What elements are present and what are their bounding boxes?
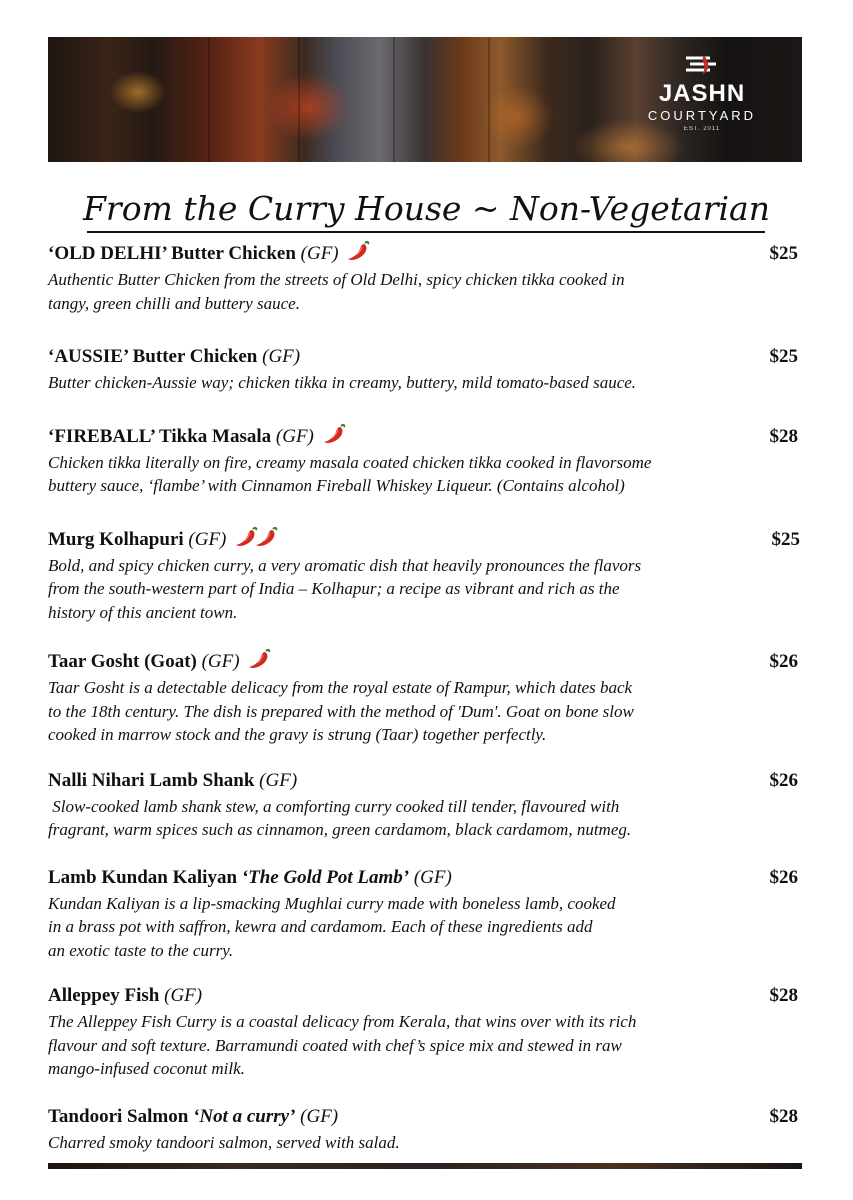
logo-name: JASHN [658, 80, 746, 107]
item-price: $28 [769, 425, 798, 447]
item-name: ‘AUSSIE’ Butter Chicken [48, 346, 258, 367]
item-name: Lamb Kundan Kaliyan [48, 866, 238, 888]
item-description [48, 795, 800, 842]
item-price: $25 [771, 528, 800, 550]
item-description [48, 676, 800, 747]
item-name: Tandoori Salmon [48, 1105, 189, 1127]
item-name: Taar Gosht (Goat) [48, 651, 197, 672]
item-description [48, 371, 800, 395]
item-description-line: Taar Gosht is a detectable delicacy from the royal estate of Rampur, which dates back [48, 678, 633, 697]
item-diet-tag: (GF) [188, 528, 227, 550]
restaurant-logo [632, 53, 772, 133]
item-description-line: to the 18th century. The dish is prepared with the method of 'Dum'. Goat on bone slow [48, 701, 634, 721]
item-description-line: mango-infused coconut milk. [48, 1059, 245, 1078]
menu-section-title: From the Curry House ~ Non-Vegetarian [83, 189, 770, 228]
item-description-line: an exotic taste to the curry. [48, 940, 234, 960]
item-price: $25 [769, 346, 798, 367]
menu-item [48, 767, 800, 842]
menu-item [48, 1103, 800, 1155]
menu-item-header [48, 864, 800, 892]
item-price: $25 [769, 243, 798, 264]
menu-item-header [48, 240, 800, 268]
menu-item [48, 982, 800, 1081]
item-name: ‘FIREBALL’ Tikka Masala [48, 425, 272, 447]
item-diet-tag: (GF) [262, 346, 301, 367]
item-description [48, 268, 800, 315]
banner-panel-divider [393, 37, 395, 162]
footer-banner-strip [48, 1163, 802, 1169]
banner-panel-divider [208, 37, 210, 162]
menu-item-header [48, 343, 800, 371]
item-diet-tag: (GF) [201, 651, 240, 672]
menu-item-header [48, 982, 800, 1010]
chili-icon [322, 423, 346, 445]
item-subtitle: ‘Not a curry’ [193, 1105, 296, 1127]
banner-panel-divider [298, 37, 300, 162]
item-name: Nalli Nihari Lamb Shank [48, 769, 255, 791]
flame-logo-icon [682, 53, 722, 77]
menu-item-header [48, 767, 800, 795]
item-description-line: Butter chicken-Aussie way; chicken tikka in creamy, buttery, mild tomato-based sauce. [48, 373, 637, 392]
title-underline [87, 231, 765, 233]
menu-item [48, 423, 800, 498]
item-description-line: cooked in marrow stock and the gravy is strung (Taar) together perfectly. [48, 725, 547, 744]
item-name: Alleppey Fish [48, 985, 160, 1006]
item-description-line: in a brass pot with saffron, kewra and cardamom. Each of these ingredients add [48, 917, 593, 936]
item-description-line: fragrant, warm spices such as cinnamon, green cardamom, black cardamom, nutmeg. [48, 820, 632, 839]
item-subtitle: ‘The Gold Pot Lamb’ [241, 866, 410, 888]
item-description [48, 554, 800, 625]
item-description [48, 451, 800, 498]
item-description [48, 892, 800, 963]
menu-item [48, 526, 800, 625]
item-description-line: Slow-cooked lamb shank stew, a comforting curry cooked till tender, flavoured with [48, 796, 620, 816]
item-description-line: Kundan Kaliyan is a lip-smacking Mughlai curry made with boneless lamb, cooked [48, 893, 616, 913]
banner-panel-divider [488, 37, 490, 162]
item-description-line: Authentic Butter Chicken from the streets of Old Delhi, spicy chicken tikka cooked in [48, 270, 625, 289]
item-name: ‘OLD DELHI’ Butter Chicken [48, 243, 296, 264]
chili-icon [247, 648, 271, 670]
menu-item-header [48, 526, 800, 554]
chili-icon [254, 526, 278, 548]
item-description-line: history of this ancient town. [48, 602, 238, 622]
menu-item-header [48, 648, 800, 676]
menu-item [48, 240, 800, 315]
item-diet-tag: (GF) [300, 1105, 339, 1127]
item-description-line: tangy, green chilli and buttery sauce. [48, 293, 300, 313]
item-description [48, 1131, 800, 1155]
item-description-line: buttery sauce, ‘flambe’ with Cinnamon Fireball Whiskey Liqueur. (Contains alcohol) [48, 476, 625, 495]
item-name: Murg Kolhapuri [48, 528, 184, 550]
menu-item-header [48, 1103, 800, 1131]
item-description-line: Bold, and spicy chicken curry, a very aromatic dish that heavily pronounces the flavors [48, 555, 642, 575]
logo-subtitle: COURTYARD [647, 108, 757, 123]
menu-item [48, 648, 800, 747]
item-diet-tag: (GF) [259, 769, 298, 791]
item-description-line: from the south-western part of India – Kolhapur; a recipe as vibrant and rich as the [48, 579, 620, 598]
item-description-line: Chicken tikka literally on fire, creamy masala coated chicken tikka cooked in flavorsome [48, 452, 652, 472]
item-diet-tag: (GF) [275, 425, 314, 447]
item-diet-tag: (GF) [300, 243, 339, 264]
item-description [48, 1010, 800, 1081]
logo-established: EST. 2011 [683, 126, 721, 132]
header-banner-photo [48, 37, 802, 162]
item-price: $26 [769, 651, 798, 672]
item-description-line: flavour and soft texture. Barramundi coated with chef’s spice mix and stewed in raw [48, 1035, 622, 1055]
item-description-line: The Alleppey Fish Curry is a coastal delicacy from Kerala, that wins over with its rich [48, 1012, 637, 1031]
item-price: $28 [769, 1105, 798, 1127]
menu-item-header [48, 423, 800, 451]
item-description-line: Charred smoky tandoori salmon, served with salad. [48, 1132, 400, 1152]
menu-item [48, 864, 800, 963]
item-price: $26 [769, 769, 798, 791]
menu-items-list [48, 240, 800, 1174]
item-diet-tag: (GF) [164, 985, 203, 1006]
menu-item [48, 343, 800, 395]
item-price: $28 [769, 985, 798, 1006]
item-price: $26 [769, 866, 798, 888]
item-diet-tag: (GF) [413, 866, 452, 888]
chili-icon [346, 240, 370, 262]
